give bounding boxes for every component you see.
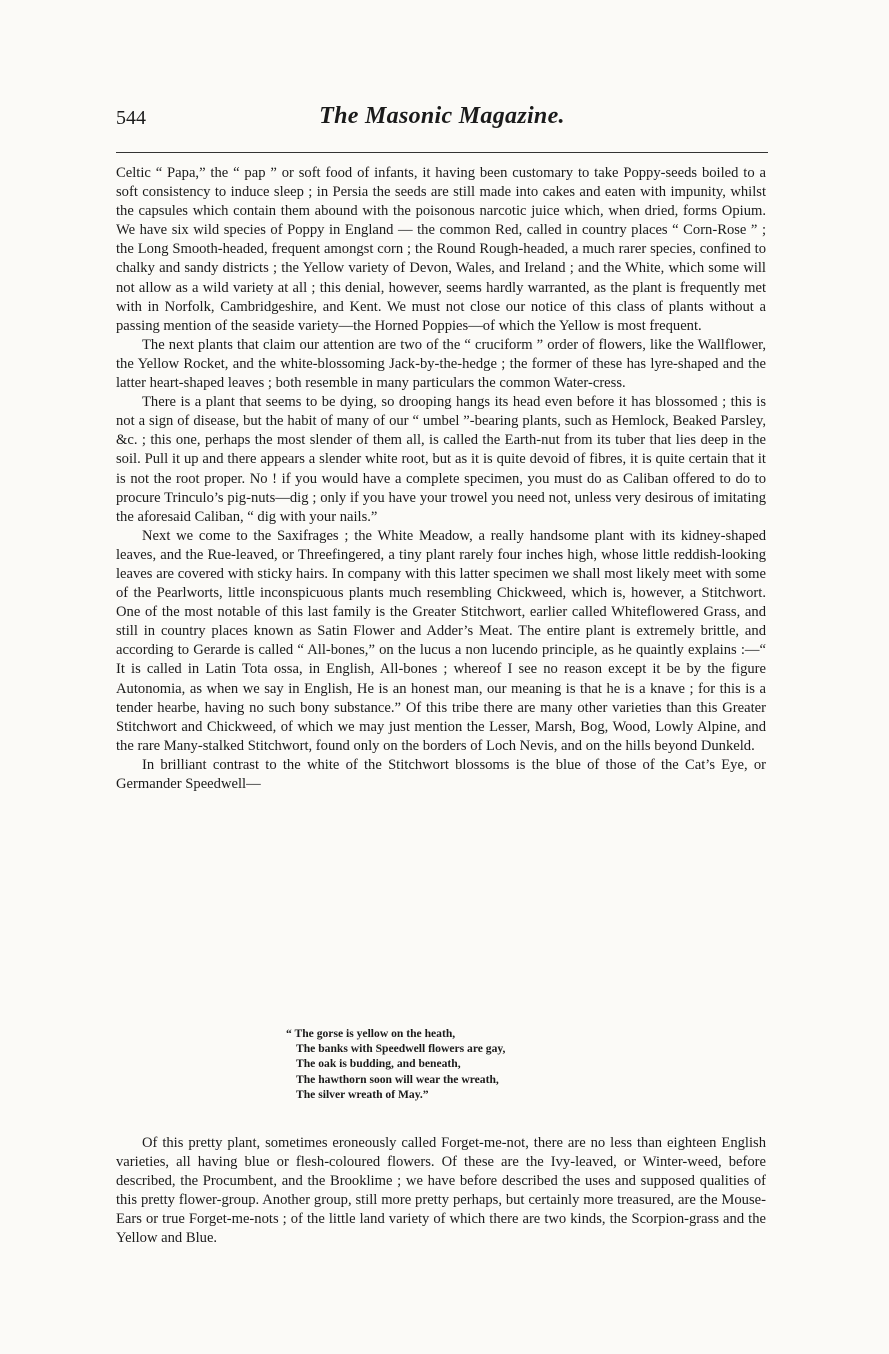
paragraph-cruciform: The next plants that claim our attention are two of the “ cruciform ” order of flowers, like the Wallflower, the Yellow Rocket, and the white-blossoming Jack-by-the-hedge ; the former of these has lyre-shaped and the latter heart-shaped leaves ; both resemble in many particulars the common Water-cress. bbox=[116, 336, 766, 392]
poem-line: The hawthorn soon will wear the wreath, bbox=[296, 1072, 499, 1086]
article-body-continued bbox=[116, 1134, 766, 1249]
paragraph-speedwell-intro: In brilliant contrast to the white of the Stitchwort blossoms is the blue of those of the Cat’s Eye, or Germander Speedwell— bbox=[116, 756, 766, 792]
paragraph-poppy: Celtic “ Papa,” the “ pap ” or soft food of infants, it having been customary to take Poppy-seeds boiled to a soft consistency to induce sleep ; in Persia the seeds are still made into cakes and eaten with impunity, whilst the capsules which contain them abound with the poisonous narcotic juice which, when dried, forms Opium. We have six wild species of Poppy in England — the common Red, called in country places “ Corn-Rose ” ; the Long Smooth-headed, frequent amongst corn ; the Round Rough-headed, a much rarer species, confined to chalky and sandy districts ; the Yellow variety of Devon, Wales, and Ireland ; and the White, which some will not allow as a wild variety at all ; this denial, however, seems hardly warranted, as the plant is frequently met with in Norfolk, Cambridgeshire, and Kent. We must not close our notice of this class of plants without a passing mention of the seaside variety—the Horned Poppies—of which the Yellow is most frequent. bbox=[116, 165, 766, 334]
paragraph-earth-nut: There is a plant that seems to be dying, so drooping hangs its head even before it has blossomed ; this is not a sign of disease, but the habit of many of our “ umbel ”-bearing plants, such as Hemlock, Beaked Parsley, &c. ; this one, perhaps the most slender of them all, is called the Earth-nut from its tuber that lies deep in the soil. Pull it up and there appears a slender white root, but as it is quite devoid of fibres, it is quite certain that it is not the root proper. No ! if you would have a complete specimen, you must do as Caliban offered to do to procure Trinculo’s pig-nuts—dig ; only if you have your trowel you need not, unless very desirous of imitating the aforesaid Caliban, “ dig with your nails.” bbox=[116, 394, 766, 525]
article-body bbox=[116, 164, 766, 794]
poem-line: The silver wreath of May.” bbox=[296, 1087, 429, 1101]
poem-line: “ The gorse is yellow on the heath, bbox=[286, 1027, 456, 1040]
poem-quote bbox=[286, 1026, 646, 1102]
page-header bbox=[116, 103, 768, 143]
poem-line: The oak is budding, and beneath, bbox=[296, 1057, 461, 1071]
poem-line: The banks with Speedwell flowers are gay, bbox=[296, 1042, 506, 1056]
running-title: The Masonic Magazine. bbox=[319, 103, 565, 129]
page-number: 544 bbox=[116, 107, 146, 129]
header-rule bbox=[116, 152, 768, 153]
paragraph-saxifrages: Next we come to the Saxifrages ; the White Meadow, a really handsome plant with its kidney-shaped leaves, and the Rue-leaved, or Threefingered, a tiny plant rarely four inches high, whose little reddish-looking leaves are covered with sticky hairs. In company with this latter specimen we shall most likely meet with some of the Pearlworts, little inconspicuous plants much resembling Chickweed, which is, however, a Stitchwort. One of the most notable of this last family is the Greater Stitchwort, earlier called Whiteflowered Grass, and still in country places known as Satin Flower and Adder’s Meat. The entire plant is extremely brittle, and according to Gerarde is called “ All-bones,” on the lucus a non lucendo principle, as he quaintly explains :—“ It is called in Latin Tota ossa, in English, All-bones ; whereof I see no reason except it be by the figure Autonomia, as when we say in English, He is an honest man, our meaning is that he is a knave ; for this is a tender hearbe, having no such bony substance.” Of this tribe there are many other varieties than this Greater Stitchwort and Chickweed, of which we may just mention the Lesser, Marsh, Bog, Wood, Lowly Alpine, and the rare Many-stalked Stitchwort, found only on the borders of Loch Nevis, and on the hills beyond Dunkeld. bbox=[116, 527, 766, 754]
paragraph-forget-me-not: Of this pretty plant, sometimes eroneously called Forget-me-not, there are no less than eighteen English varieties, all having blue or flesh-coloured flowers. Of these are the Ivy-leaved, or Winter-weed, before described, the Procumbent, and the Brooklime ; we have before described the uses and supposed qualities of this pretty flower-group. Another group, still more pretty perhaps, but certainly more treasured, are the Mouse-Ears or true Forget-me-nots ; of the little land variety of which there are two kinds, the Scorpion-grass and the Yellow and Blue. bbox=[116, 1135, 766, 1247]
